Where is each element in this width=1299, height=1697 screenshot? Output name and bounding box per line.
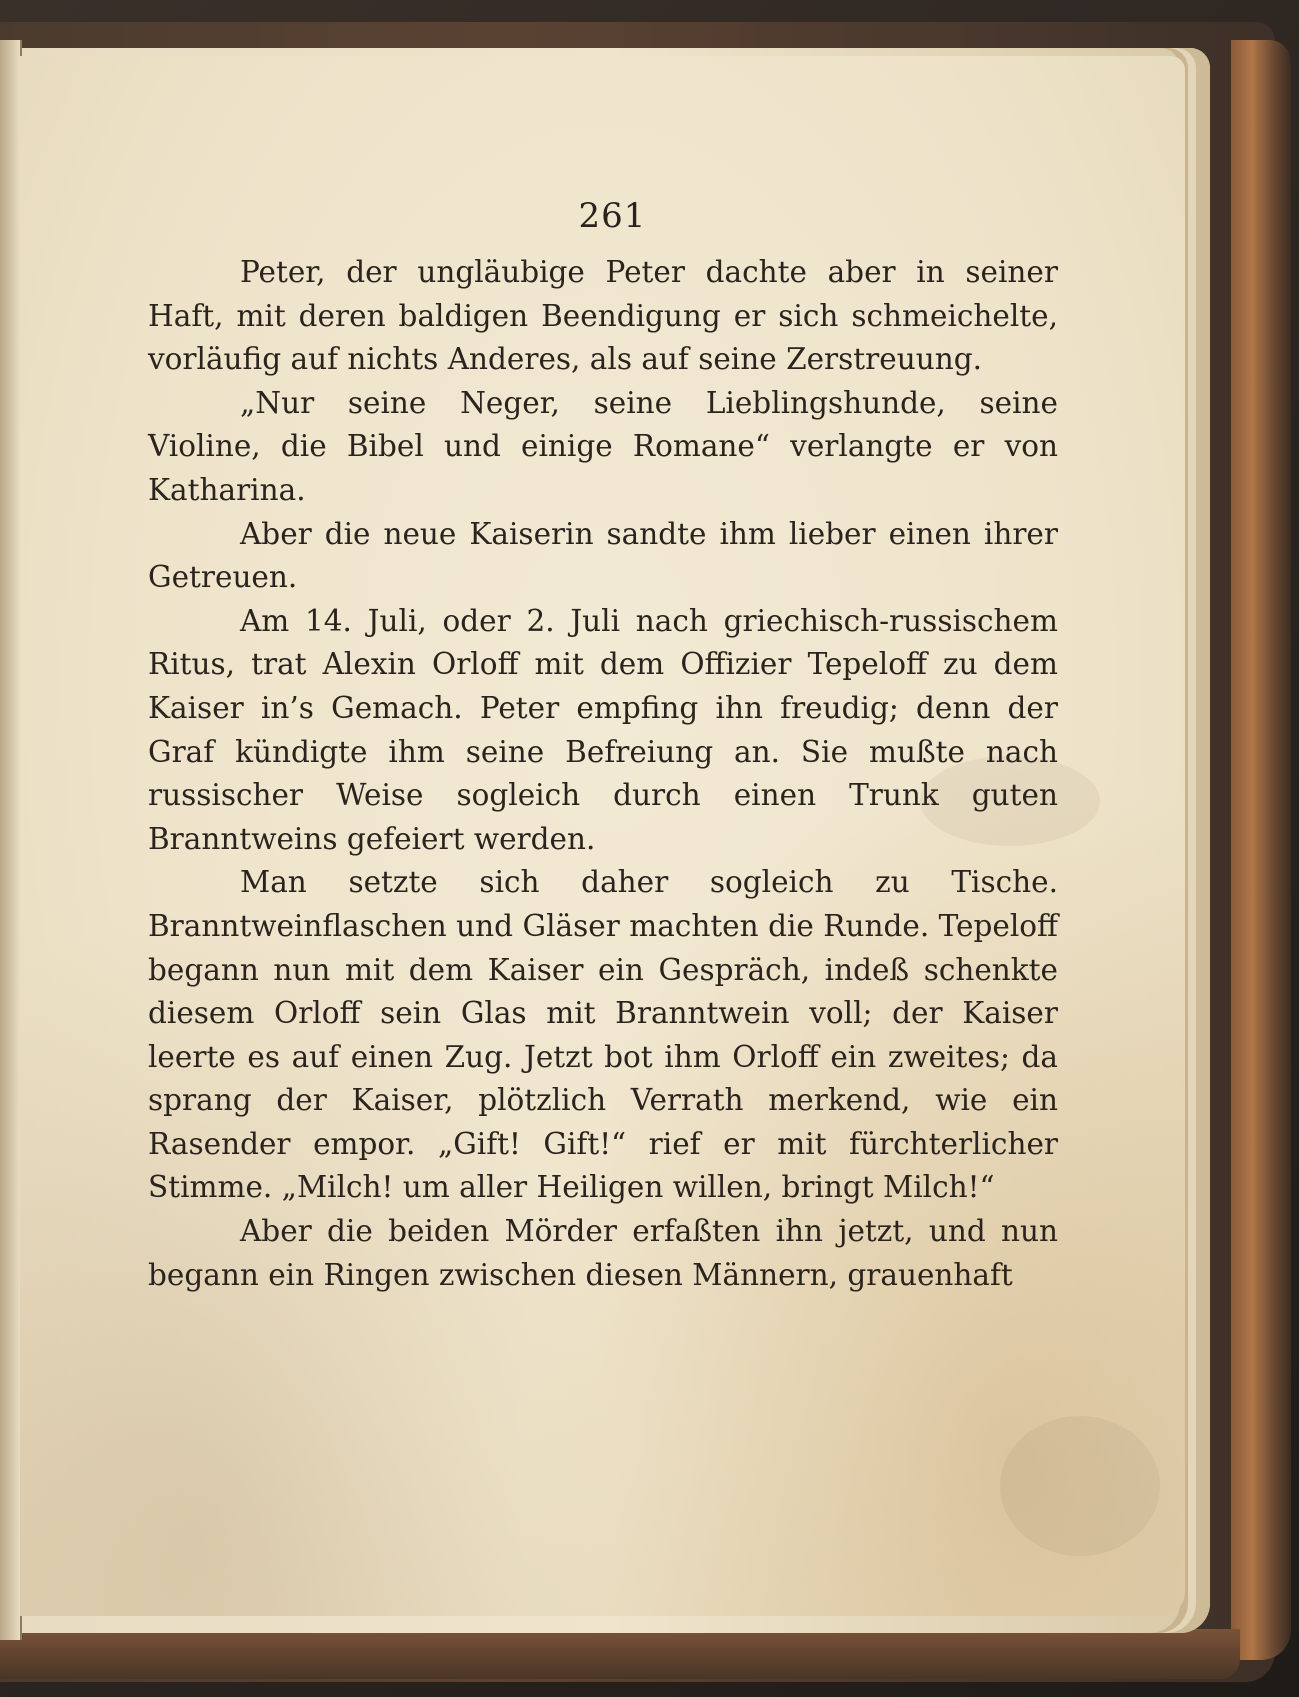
page-number: 261	[578, 196, 647, 236]
previous-page-edge	[0, 40, 22, 1640]
page-stain	[1000, 1416, 1160, 1556]
paragraph: Man setzte sich daher sogleich zu Tische. Branntweinflaschen und Gläser machten die Runde. Tepeloff begann nun mit dem Kaiser ein Gespräch, indeß schenkte diesem Orloff sein Glas mit Branntwein voll; der Kaiser leerte es auf einen Zug. Jetzt bot ihm Orloff ein zweites; da sprang der Kaiser, plötzlich Verrath merkend, wie ein Rasender empor. „Gift! Gift!“ rief er mit fürchterlicher Stimme. „Milch! um aller Heiligen willen, bringt Milch!“	[148, 865, 1058, 1205]
cover-bottom-edge	[0, 1629, 1240, 1679]
paragraph: Aber die neue Kaiserin sandte ihm lieber einen ihrer Getreuen.	[148, 516, 1058, 595]
paragraph: Peter, der ungläubige Peter dachte aber in seiner Haft, mit deren baldigen Beendigung er sich schmeichelte, vorläufig auf nichts Anderes, als auf seine Zerstreuung.	[148, 255, 1058, 377]
paragraph: Aber die beiden Mörder erfaßten ihn jetzt, und nun begann ein Ringen zwischen diesen Männern, grauenhaft	[148, 1214, 1058, 1292]
paragraph: Am 14. Juli, oder 2. Juli nach griechisch-russischem Ritus, trat Alexin Orloff mit dem Offizier Tepeloff zu dem Kaiser in’s Gemach. Peter empfing ihn freudig; denn der Graf kündigte ihm seine Befreiung an. Sie mußte nach russischer Weise sogleich durch einen Trunk guten Branntweins gefeiert werden.	[148, 603, 1058, 856]
page-body-text	[148, 251, 1058, 1297]
book-page	[20, 56, 1185, 1616]
paragraph: „Nur seine Neger, seine Lieblingshunde, seine Violine, die Bibel und einige Romane“ verlangte er von Katharina.	[148, 385, 1058, 507]
cover-edge	[1231, 40, 1291, 1660]
